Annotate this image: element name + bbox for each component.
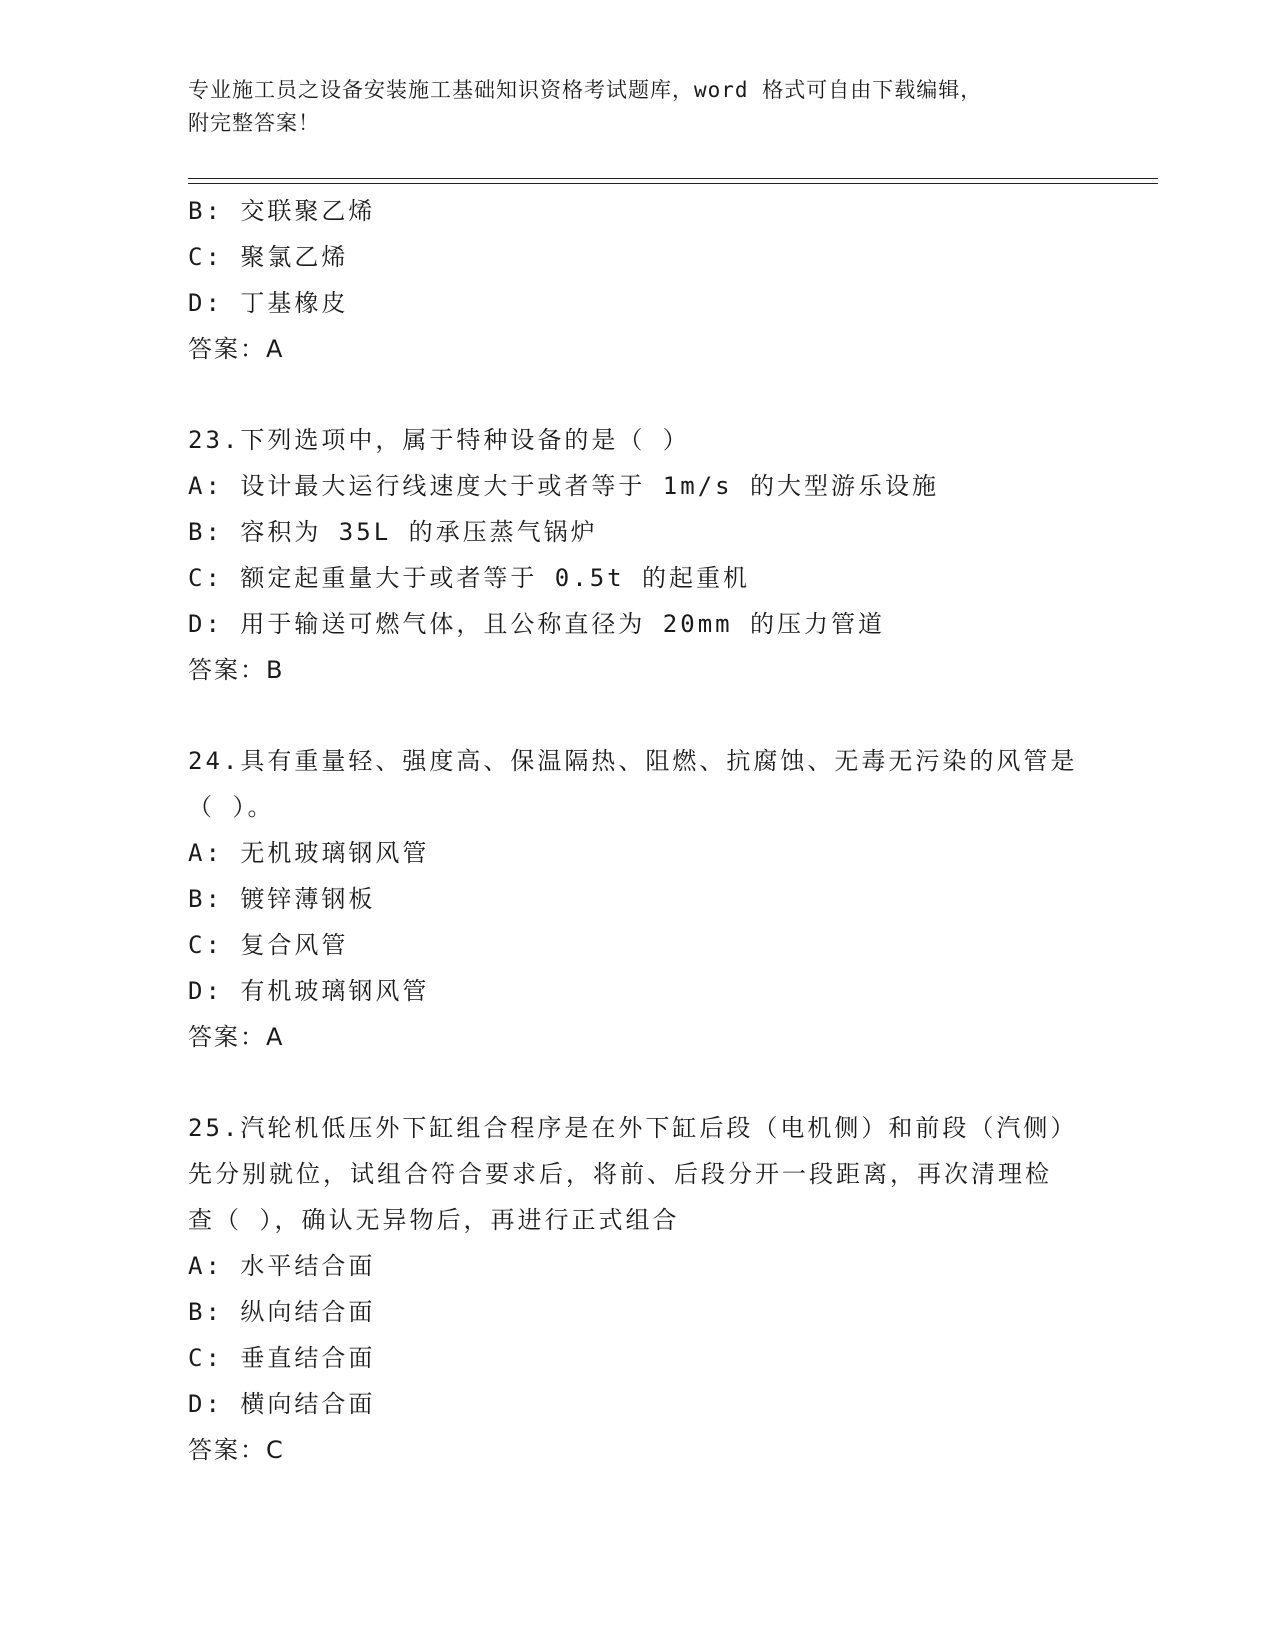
header-divider [188, 178, 1158, 179]
question-list [188, 188, 1078, 1473]
option-a: A: 无机玻璃钢风管 [188, 839, 430, 867]
option-d: D: 用于输送可燃气体，且公称直径为 20mm 的压力管道 [188, 610, 886, 638]
option-b: B: 容积为 35L 的承压蒸气锅炉 [188, 518, 598, 546]
block-spacer [188, 1060, 1078, 1105]
option-b: B: 交联聚乙烯 [188, 197, 376, 225]
option-b: B: 镀锌薄钢板 [188, 885, 376, 913]
answer-line: 答案：A [188, 335, 285, 363]
question-stem: 24.具有重量轻、强度高、保温隔热、阻燃、抗腐蚀、无毒无污染的风管是（ ）。 [188, 747, 1078, 821]
option-d: D: 横向结合面 [188, 1390, 376, 1418]
question-block-23 [188, 417, 1078, 693]
option-b: B: 纵向结合面 [188, 1298, 376, 1326]
option-c: C: 聚氯乙烯 [188, 243, 349, 271]
question-stem: 23.下列选项中，属于特种设备的是（ ） [188, 426, 690, 454]
header-divider [188, 183, 1158, 184]
question-stem: 25.汽轮机低压外下缸组合程序是在外下缸后段（电机侧）和前段（汽侧）先分别就位，试组合符合要求后，将前、后段分开一段距离，再次清理检查（ ），确认无异物后，再进行正式组合 [188, 1114, 1078, 1234]
option-a: A: 水平结合面 [188, 1252, 376, 1280]
document-header: 专业施工员之设备安装施工基础知识资格考试题库，word 格式可自由下载编辑， 附完整答案！ [188, 78, 983, 135]
answer-line: 答案：B [188, 656, 285, 684]
answer-line: 答案：C [188, 1436, 285, 1464]
option-d: D: 丁基橡皮 [188, 289, 349, 317]
question-block-continued [188, 188, 1078, 372]
option-d: D: 有机玻璃钢风管 [188, 977, 430, 1005]
option-c: C: 复合风管 [188, 931, 349, 959]
question-block-25 [188, 1105, 1078, 1473]
option-c: C: 垂直结合面 [188, 1344, 376, 1372]
block-spacer [188, 372, 1078, 417]
question-block-24 [188, 738, 1078, 1060]
block-spacer [188, 693, 1078, 738]
option-c: C: 额定起重量大于或者等于 0.5t 的起重机 [188, 564, 751, 592]
answer-line: 答案：A [188, 1023, 285, 1051]
option-a: A: 设计最大运行线速度大于或者等于 1m/s 的大型游乐设施 [188, 472, 940, 500]
